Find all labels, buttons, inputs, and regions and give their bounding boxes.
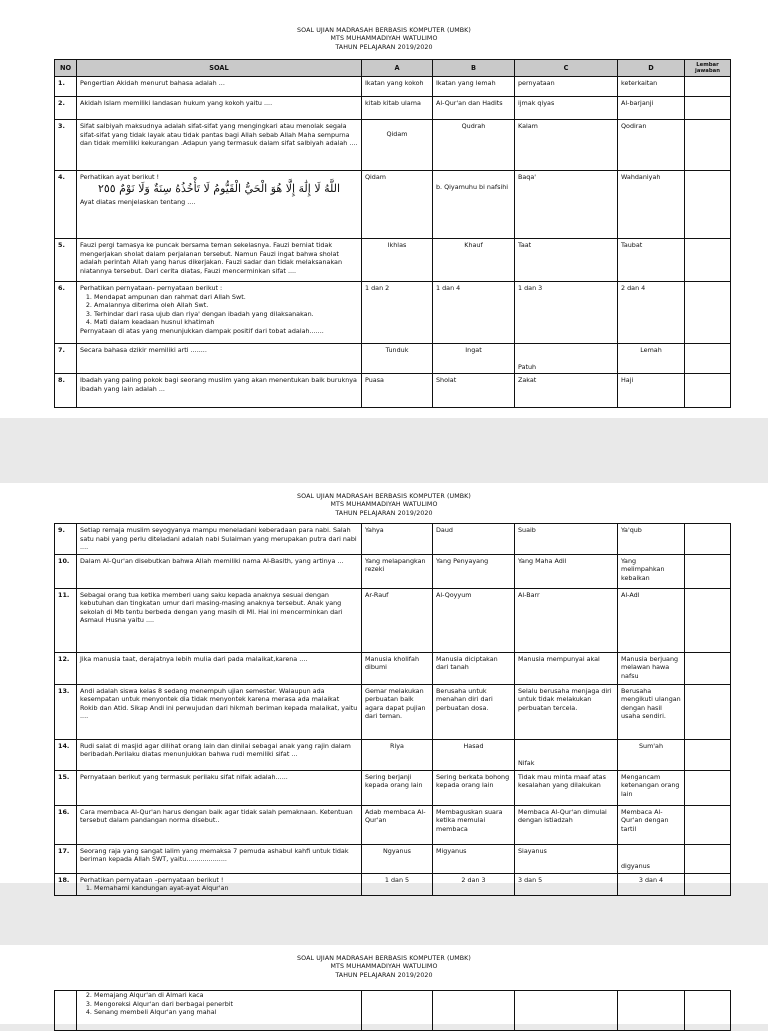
question-row [55, 739, 731, 770]
option-b[interactable]: 2 dan 3 [433, 873, 515, 895]
option-a[interactable]: Puasa [362, 374, 433, 408]
option-b[interactable]: Migyanus [433, 844, 515, 873]
question-row [55, 77, 731, 97]
question-text-2: Ayat diatas menjelaskan tentang .... [80, 198, 196, 206]
option-c[interactable]: Siayanus [515, 844, 618, 873]
col-d: D [618, 60, 685, 77]
question-number: 10. [55, 554, 77, 588]
question-row [55, 374, 731, 408]
question-number: 12. [55, 652, 77, 684]
question-text: Setiap remaja muslim seyogyanya mampu meneladani keberadaan para nabi. Salah satu nabi yang perlu diteladani adalah nabi Sulaiman yang merupakan putra dari nabi .... [77, 524, 362, 555]
question-number: 11. [55, 588, 77, 652]
option-c[interactable]: Selalu berusaha menjaga diri untuk tidak melakukan perbuatan tercela. [515, 684, 618, 739]
option-c[interactable]: 3 dan 5 [515, 873, 618, 895]
option-a[interactable]: Ikhlas [362, 239, 433, 282]
question-text: Sifat salbiyah maksudnya adalah sifat-sifat yang mengingkari atau menolak segala sifat-sifat yang tidak layak atau tidak pantas bagi Allah sebab Allah Maha sempurna dan tidak memiliki kekurangan .Adapun yang termasuk dalam sifat salbiyah adalah .... [77, 120, 362, 171]
question-text: Rudi salat di masjid agar dilihat orang lain dan dinilai sebagai anak yang rajin dalam beribadah.Perilaku diatas menunjukkan bahwa rudi memiliki sifat ... [77, 739, 362, 770]
option-b[interactable] [433, 991, 515, 1031]
option-d[interactable]: Berusaha mengikuti ulangan dengan hasil usaha sendiri. [618, 684, 685, 739]
question-number: 7. [55, 344, 77, 374]
question-text: Andi adalah siswa kelas 8 sedang menempuh ujian semester. Walaupun ada kesempatan untuk menyontek dia tidak menyontek karena merasa ada malaikat Rokib dan Atid. Sikap Andi ini perwujudan dari hikmah beriman kepada malaikat, yaitu .... [77, 684, 362, 739]
question-table [54, 990, 731, 1031]
question-text: Secara bahasa dzikir memiliki arti ........ [77, 344, 362, 374]
question-number: 16. [55, 805, 77, 844]
option-b[interactable]: Ingat [433, 344, 515, 374]
option-d[interactable]: Membaca Al-Qur'an dengan tartil [618, 805, 685, 844]
question-row [55, 844, 731, 873]
question-row [55, 770, 731, 805]
page-header [0, 945, 768, 980]
header-line-1: SOAL UJIAN MADRASAH BERBASIS KOMPUTER (UMBK) [297, 493, 471, 500]
answer-cell[interactable] [685, 344, 731, 374]
option-a[interactable]: Manusia kholifah dibumi [362, 652, 433, 684]
question-row [55, 344, 731, 374]
question-text: Akidah Islam memiliki landasan hukum yang kokoh yaitu .... [77, 97, 362, 120]
question-number: 13. [55, 684, 77, 739]
list-item: 3. Terhindar dari rasa ujub dan riya' dengan ibadah yang dilaksanakan. [94, 310, 358, 319]
question-cell [77, 282, 362, 344]
option-b[interactable]: 1 dan 4 [433, 282, 515, 344]
option-c[interactable]: 1 dan 3 [515, 282, 618, 344]
option-d[interactable]: digyanus [618, 844, 685, 873]
option-c[interactable]: Baqa' [515, 171, 618, 239]
page-header [0, 483, 768, 518]
option-d[interactable]: Taubat [618, 239, 685, 282]
option-b[interactable]: Al-Qur'an dan Hadits [433, 97, 515, 120]
option-d[interactable] [618, 991, 685, 1031]
list-item: 1. Memahami kandungan ayat-ayat Alqur'an [94, 884, 358, 893]
option-b[interactable]: Sering berkata bohong kepada orang lain [433, 770, 515, 805]
question-row [55, 524, 731, 555]
option-c[interactable] [515, 991, 618, 1031]
question-table [54, 59, 731, 408]
option-c[interactable]: Patuh [515, 344, 618, 374]
question-text: Fauzi pergi tamasya ke puncak bersama teman sekelasnya. Fauzi berniat tidak mengerjakan sholat dalam perjalanan tersebut. Namun Fauzi ingat bahwa sholat adalah perintah Allah yang harus dikerjakan. Fauzi sadar dan tidak melaksanakan niatannya tersebut. Dari cerita diatas, Fauzi mencerminkan sifat .... [77, 239, 362, 282]
option-a[interactable]: kitab kitab ulama [362, 97, 433, 120]
option-c[interactable]: Manusia mempunyai akal [515, 652, 618, 684]
question-text-2: Pernyataan di atas yang menunjukkan dampak positif dari tobat adalah....... [80, 326, 324, 335]
answer-cell[interactable] [685, 805, 731, 844]
question-row [55, 171, 731, 239]
option-b[interactable]: b. Qiyamuhu bi nafsihi [433, 171, 515, 239]
option-d[interactable]: Al-Adl [618, 588, 685, 652]
option-b[interactable]: Berusaha untuk menahan diri dari perbuatan dosa. [433, 684, 515, 739]
option-b[interactable]: Manusia diciptakan dari tanah [433, 652, 515, 684]
arabic-verse: اللَّهُ لَا إِلَٰهَ إِلَّا هُوَ الْحَيُّ الْقَيُّومُ لَا تَأْخُذُهُ سِنَةٌ وَلَا نَوْمٌ ٢٥٥ [97, 181, 341, 195]
question-number: 9. [55, 524, 77, 555]
header-line-2: MTS MUHAMMADIYAH WATULIMO [330, 963, 438, 971]
option-a[interactable]: Yahya [362, 524, 433, 555]
col-b: B [433, 60, 515, 77]
option-a[interactable]: 1 dan 2 [362, 282, 433, 344]
page-3 [0, 945, 768, 1024]
statement-list [80, 991, 358, 1017]
option-a[interactable]: Gemar melakukan perbuatan baik agara dapat pujian dari teman. [362, 684, 433, 739]
question-text: Perhatikan ayat berikut ! [80, 173, 160, 181]
question-row [55, 97, 731, 120]
col-soal: SOAL [77, 60, 362, 77]
question-text: Jika manusia taat, derajatnya lebih mulia dari pada malaikat,karena .... [77, 652, 362, 684]
answer-cell[interactable] [685, 524, 731, 555]
question-number: 17. [55, 844, 77, 873]
option-b[interactable]: Membaguskan suara ketika memulai membaca [433, 805, 515, 844]
option-a[interactable]: 1 dan 5 [362, 873, 433, 895]
question-cell [77, 873, 362, 895]
option-a[interactable] [362, 991, 433, 1031]
option-c[interactable]: Al-Barr [515, 588, 618, 652]
question-row [55, 554, 731, 588]
answer-cell[interactable] [685, 684, 731, 739]
list-item: 4. Mati dalam keadaan husnul khatimah [94, 318, 358, 327]
question-number: 15. [55, 770, 77, 805]
header-line-1: SOAL UJIAN MADRASAH BERBASIS KOMPUTER (UMBK) [297, 955, 471, 962]
option-d[interactable]: Ya'qub [618, 524, 685, 555]
option-c[interactable]: Nifak [515, 739, 618, 770]
answer-cell[interactable] [685, 239, 731, 282]
answer-cell[interactable] [685, 374, 731, 408]
question-number: 8. [55, 374, 77, 408]
question-row [55, 805, 731, 844]
question-row [55, 120, 731, 171]
question-text: Perhatikan pernyataan –pernyataan berikut ! [80, 875, 224, 884]
answer-cell[interactable] [685, 120, 731, 171]
question-text: Sebagai orang tua ketika memberi uang saku kepada anaknya sesuai dengan kebutuhan dan tingkatan umur dari masing-masing anaknya tersebut. Anak yang sekolah di Mb tentu berbeda dengan yang masih di MI. Hal ini mencerminkan dari Asmaul Husna yaitu .... [77, 588, 362, 652]
question-text: Perhatikan pernyataan- pernyataan berikut : [80, 284, 223, 292]
question-row [55, 282, 731, 344]
question-text: Seorang raja yang sangat lalim yang memaksa 7 pemuda ashabul kahfi untuk tidak beriman kepada Allah SWT, yaitu.................... [77, 844, 362, 873]
question-number: 3. [55, 120, 77, 171]
question-number: 6. [55, 282, 77, 344]
option-c[interactable]: Suaib [515, 524, 618, 555]
question-number [55, 991, 77, 1031]
answer-cell[interactable] [685, 652, 731, 684]
option-d[interactable]: Qodiran [618, 120, 685, 171]
option-d[interactable]: Haji [618, 374, 685, 408]
option-d[interactable]: Manusia berjuang melawan hawa nafsu [618, 652, 685, 684]
list-item: 4. Senang membeli Alqur'an yang mahal [94, 1008, 358, 1017]
answer-cell[interactable] [685, 282, 731, 344]
option-b[interactable]: Al-Qoyyum [433, 588, 515, 652]
question-table [54, 523, 731, 896]
option-c[interactable]: Taat [515, 239, 618, 282]
option-a[interactable]: Riya [362, 739, 433, 770]
header-line-2: MTS MUHAMMADIYAH WATULIMO [330, 501, 438, 509]
question-text: Dalam Al-Qur'an disebutkan bahwa Allah memiliki nama Al-Basith, yang artinya ... [77, 554, 362, 588]
option-d[interactable]: Al-barjanji [618, 97, 685, 120]
question-row [55, 652, 731, 684]
col-a: A [362, 60, 433, 77]
answer-cell[interactable] [685, 844, 731, 873]
question-number: 18. [55, 873, 77, 895]
option-c[interactable]: Kalam [515, 120, 618, 171]
option-a[interactable]: Qidam [362, 120, 433, 171]
option-c[interactable]: pernyataan [515, 77, 618, 97]
page-2 [0, 483, 768, 892]
statement-list [80, 293, 358, 327]
question-cell [77, 171, 362, 239]
option-a[interactable]: Yang melapangkan rezeki [362, 554, 433, 588]
option-a[interactable]: Tunduk [362, 344, 433, 374]
option-c[interactable]: Tidak mau minta maaf atas kesalahan yang dilakukan [515, 770, 618, 805]
answer-cell[interactable] [685, 770, 731, 805]
question-text: Cara membaca Al-Qur'an harus dengan baik agar tidak salah pemaknaan. Ketentuan tersebut dalam pandangan norma disebut.. [77, 805, 362, 844]
question-row [55, 873, 731, 895]
answer-cell[interactable] [685, 77, 731, 97]
option-a[interactable]: Sering berjanji kepada orang lain [362, 770, 433, 805]
question-text: Pernyataan berikut yang termasuk perilaku sifat nifak adalah...... [77, 770, 362, 805]
header-line-3: TAHUN PELAJARAN 2019/2020 [335, 971, 433, 979]
option-c[interactable]: Membaca Al-Qur'an dimulai dengan istiadzah [515, 805, 618, 844]
list-item: 3. Mengoreksi Alqur'an dari berbagai penerbit [94, 1000, 358, 1009]
question-row [55, 239, 731, 282]
header-line-2: MTS MUHAMMADIYAH WATULIMO [330, 35, 438, 43]
option-d[interactable]: 2 dan 4 [618, 282, 685, 344]
option-b[interactable]: Khauf [433, 239, 515, 282]
question-row [55, 588, 731, 652]
col-c: C [515, 60, 618, 77]
col-lembar-jawaban: Lembar jawaban [685, 60, 731, 77]
option-d[interactable]: Mengancam ketenangan orang lain [618, 770, 685, 805]
option-a[interactable]: Ikatan yang kokoh [362, 77, 433, 97]
answer-cell[interactable] [685, 588, 731, 652]
answer-cell[interactable] [685, 171, 731, 239]
option-a[interactable]: Ar-Rauf [362, 588, 433, 652]
option-d[interactable]: Yang melimpahkan kebaikan [618, 554, 685, 588]
option-d[interactable]: Wahdaniyah [618, 171, 685, 239]
option-c[interactable]: Yang Maha Adil [515, 554, 618, 588]
question-row [55, 991, 731, 1031]
option-c[interactable]: Zakat [515, 374, 618, 408]
option-a[interactable]: Qidam [362, 171, 433, 239]
list-item: 1. Mendapat ampunan dan rahmat dari Allah Swt. [94, 293, 358, 302]
answer-cell[interactable] [685, 991, 731, 1031]
question-number: 2. [55, 97, 77, 120]
question-number: 4. [55, 171, 77, 239]
question-number: 1. [55, 77, 77, 97]
statement-list [80, 884, 358, 893]
page-header [0, 0, 768, 52]
page-1 [0, 0, 768, 418]
option-d[interactable]: keterkaitan [618, 77, 685, 97]
option-c[interactable]: ijmak qiyas [515, 97, 618, 120]
option-b[interactable]: Daud [433, 524, 515, 555]
option-b[interactable]: Yang Penyayang [433, 554, 515, 588]
col-no: NO [55, 60, 77, 77]
option-d[interactable]: Lemah [618, 344, 685, 374]
answer-cell[interactable] [685, 554, 731, 588]
header-line-3: TAHUN PELAJARAN 2019/2020 [335, 509, 433, 517]
header-line-1: SOAL UJIAN MADRASAH BERBASIS KOMPUTER (UMBK) [297, 27, 471, 34]
question-number: 5. [55, 239, 77, 282]
option-b[interactable]: Sholat [433, 374, 515, 408]
answer-cell[interactable] [685, 739, 731, 770]
answer-cell[interactable] [685, 97, 731, 120]
option-a[interactable]: Ngyanus [362, 844, 433, 873]
question-text: Pengertian Akidah menurut bahasa adalah ... [77, 77, 362, 97]
option-d[interactable]: 3 dan 4 [618, 873, 685, 895]
option-a[interactable]: Adab membaca Al-Qur'an [362, 805, 433, 844]
question-number: 14. [55, 739, 77, 770]
option-b[interactable]: Ikatan yang lemah [433, 77, 515, 97]
option-d[interactable]: Sum'ah [618, 739, 685, 770]
question-cell [77, 991, 362, 1031]
option-b[interactable]: Hasad [433, 739, 515, 770]
answer-cell[interactable] [685, 873, 731, 895]
question-row [55, 684, 731, 739]
list-item: 2. Amalannya diterima oleh Allah Swt. [94, 301, 358, 310]
header-line-3: TAHUN PELAJARAN 2019/2020 [335, 43, 433, 51]
option-b[interactable]: Qudrah [433, 120, 515, 171]
list-item: 2. Memajang Alqur'an di Almari kaca [94, 991, 358, 1000]
question-text: Ibadah yang paling pokok bagi seorang muslim yang akan menentukan baik buruknya ibadah yang lain adalah ... [77, 374, 362, 408]
